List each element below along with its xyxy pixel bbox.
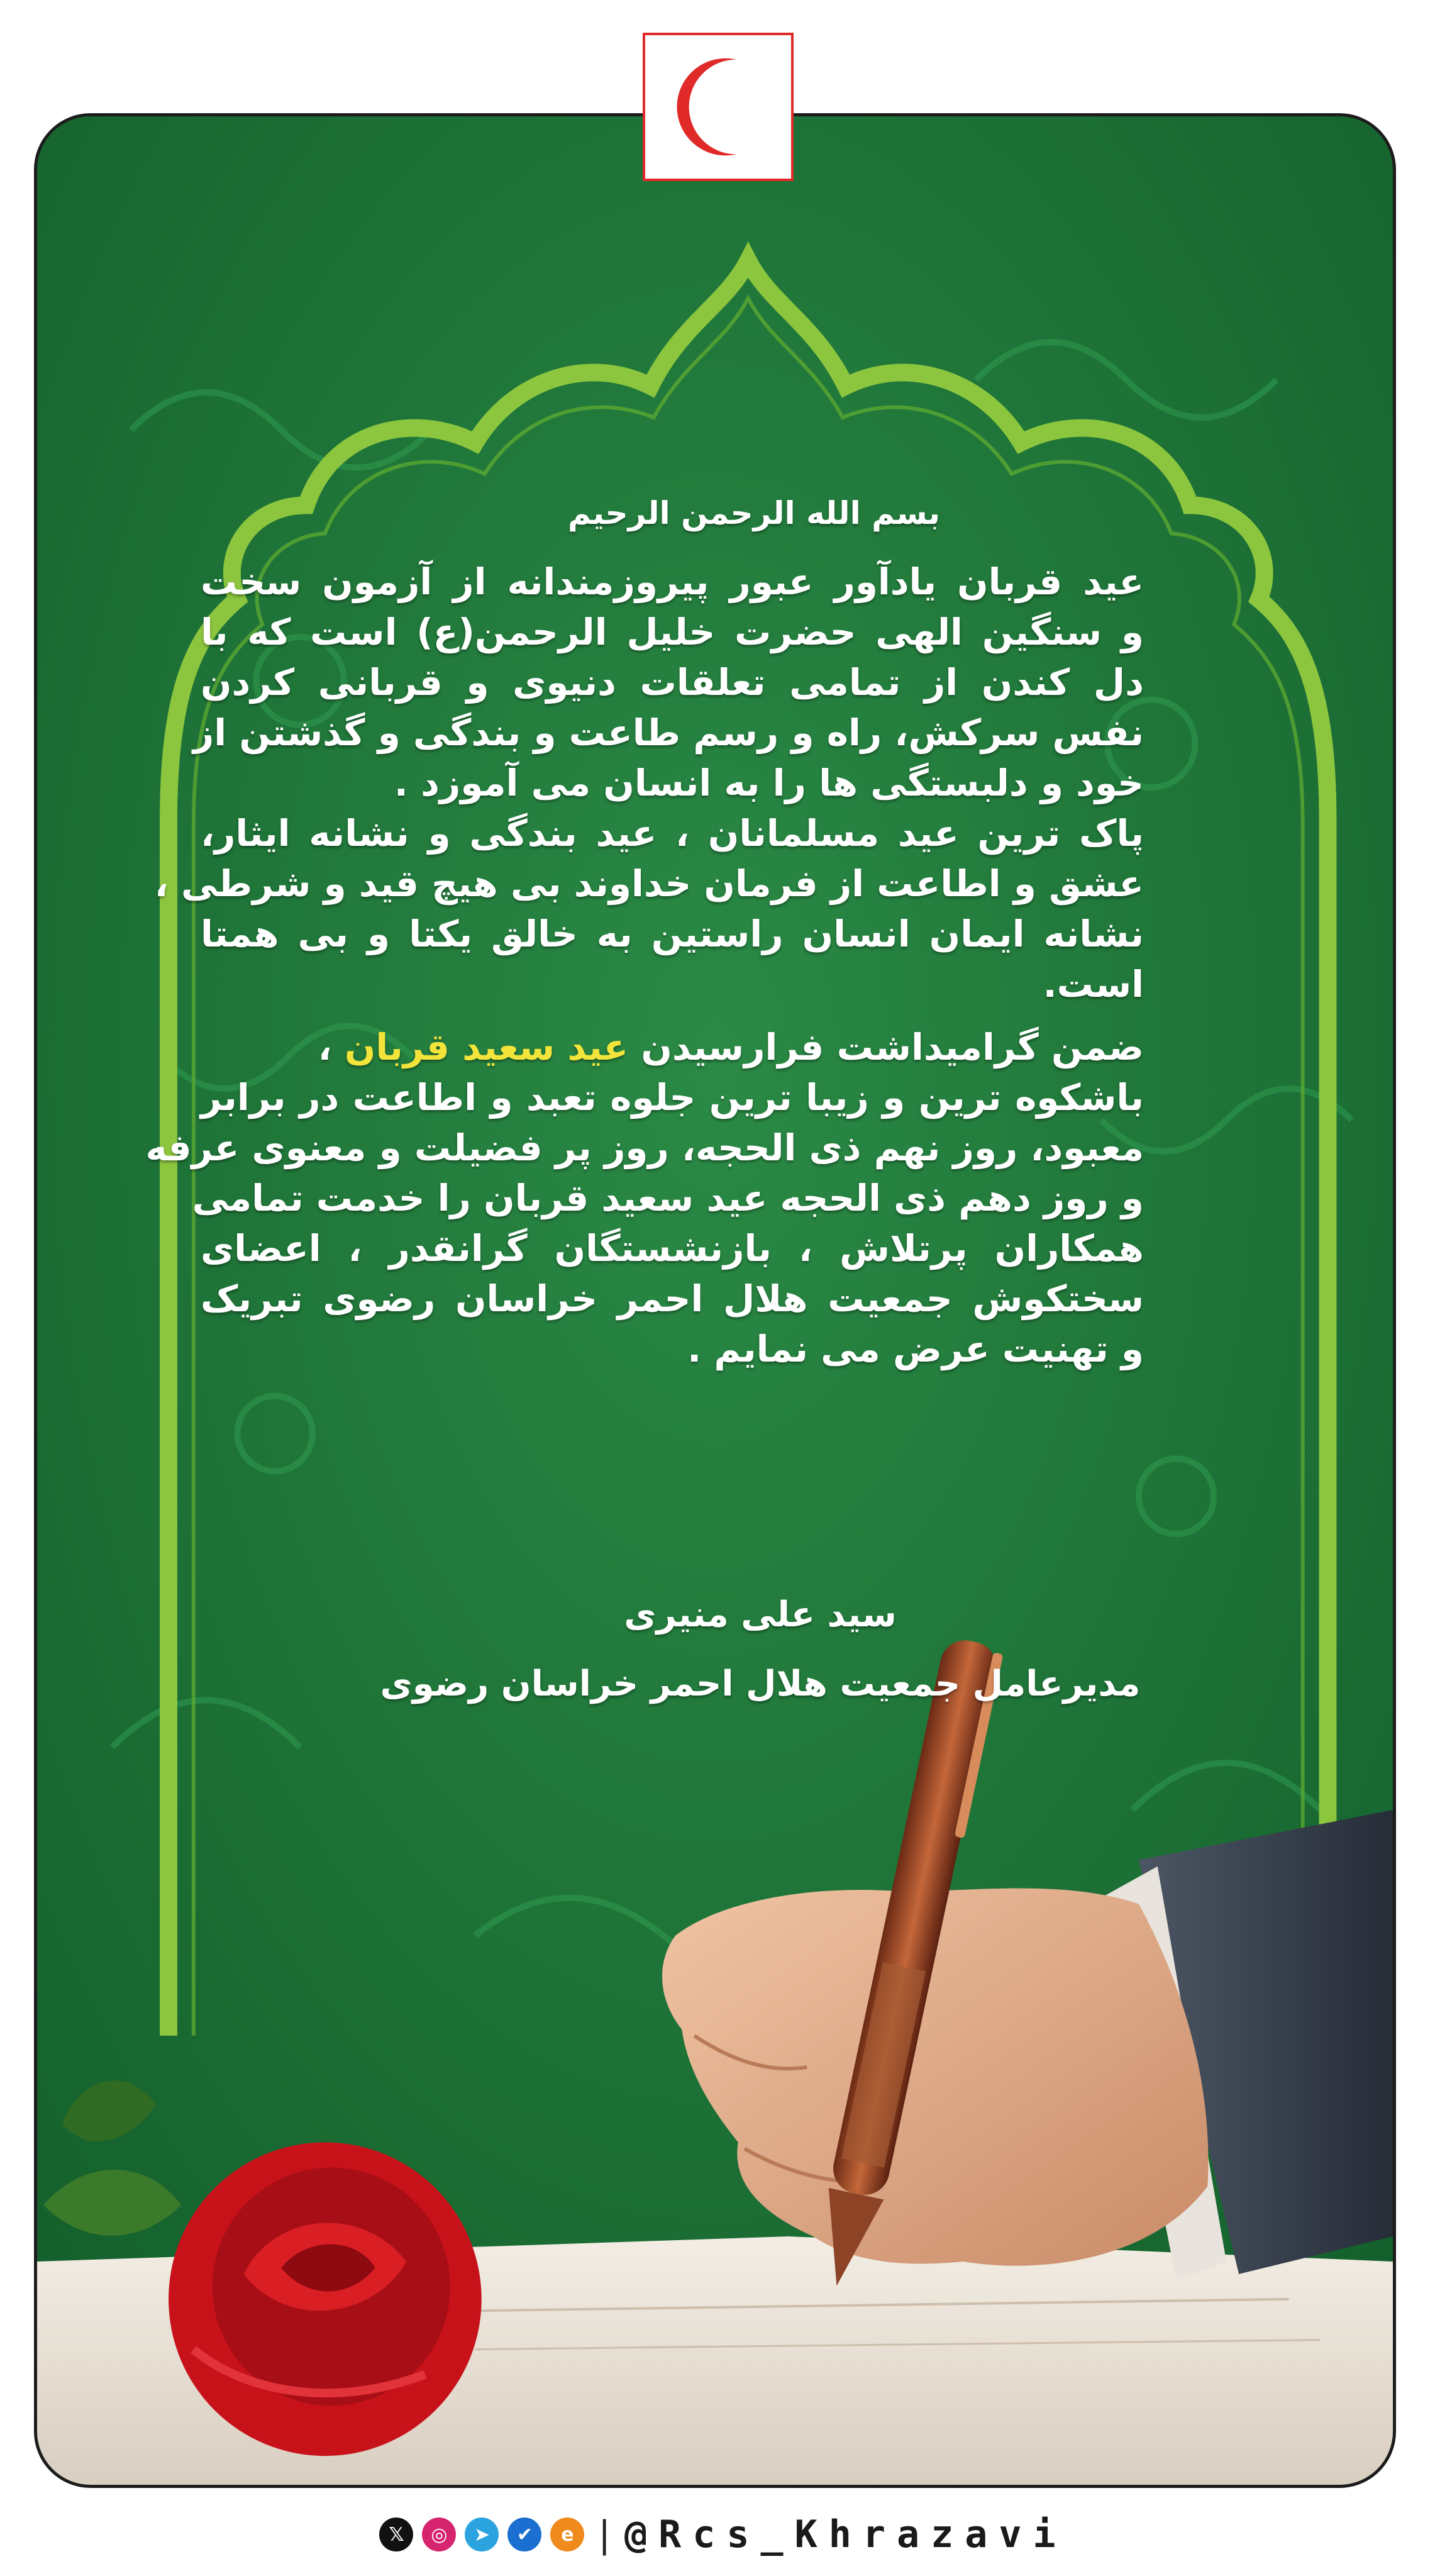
verified-icon[interactable]: ✔: [507, 2518, 541, 2551]
message-line: عید قربان یادآور عبور پیروزمندانه از آزمون سخت: [201, 560, 1144, 603]
message-line: نفس سرکش، راه و رسم طاعت و بندگی و گذشتن از: [192, 711, 1144, 754]
message-line: است.: [1043, 963, 1144, 1006]
red-crescent-icon: [645, 35, 791, 179]
greeting-card: [34, 113, 1396, 2488]
red-crescent-logo: [643, 33, 794, 181]
signer-name: سید علی منیری: [624, 1594, 897, 1635]
message-line: خود و دلبستگی ها را به انسان می آموزد .: [394, 762, 1144, 804]
message-line: باشکوه ترین و زیبا ترین جلوه تعبد و اطاعت در برابر: [201, 1076, 1144, 1119]
message-line: نشانه ایمان انسان راستین به خالق یکتا و بی همتا: [201, 913, 1144, 955]
message-line: معبود، روز نهم ذی الحجه، روز پر فضیلت و معنوی عرفه: [145, 1126, 1144, 1169]
x-icon[interactable]: 𝕏: [379, 2518, 413, 2551]
message-line: عشق و اطاعت از فرمان خداوند بی هیچ قید و شرطی ،: [154, 862, 1144, 905]
instagram-icon[interactable]: ◎: [422, 2518, 456, 2551]
footer-separator: |: [598, 2513, 611, 2556]
signer-title: مدیرعامل جمعیت هلال احمر خراسان رضوی: [380, 1663, 1141, 1704]
bismillah-heading: بسم الله الرحمن الرحیم: [568, 495, 940, 531]
social-handle[interactable]: @Rcs_Khrazavi: [624, 2512, 1067, 2557]
message-line: پاک ترین عید مسلمانان ، عید بندگی و نشانه ایثار،: [201, 812, 1144, 855]
eitaa-icon[interactable]: e: [550, 2518, 584, 2551]
message-line: همکاران پرتلاش ، بازنشستگان گرانقدر ، اعضای: [201, 1227, 1144, 1270]
social-footer: [377, 2509, 1069, 2560]
eid-highlight: عید سعید قربان: [344, 1026, 629, 1069]
red-rose: [169, 2142, 482, 2456]
message-line: سختکوش جمعیت هلال احمر خراسان رضوی تبریک: [201, 1277, 1144, 1320]
message-line-highlighted: [201, 1022, 1144, 1072]
message-line: و سنگین الهی حضرت خلیل الرحمن(ع) است که با: [201, 611, 1144, 653]
telegram-icon[interactable]: ➤: [465, 2518, 499, 2551]
message-text: ،: [318, 1026, 332, 1069]
message-text: ضمن گرامیداشت فرارسیدن: [641, 1026, 1144, 1069]
message-line: و روز دهم ذی الحجه عید سعید قربان را خدمت تمامی: [192, 1177, 1144, 1219]
message-line: دل کندن از تمامی تعلقات دنیوی و قربانی کردن: [201, 661, 1144, 704]
message-line: و تهنیت عرض می نمایم .: [687, 1328, 1144, 1370]
